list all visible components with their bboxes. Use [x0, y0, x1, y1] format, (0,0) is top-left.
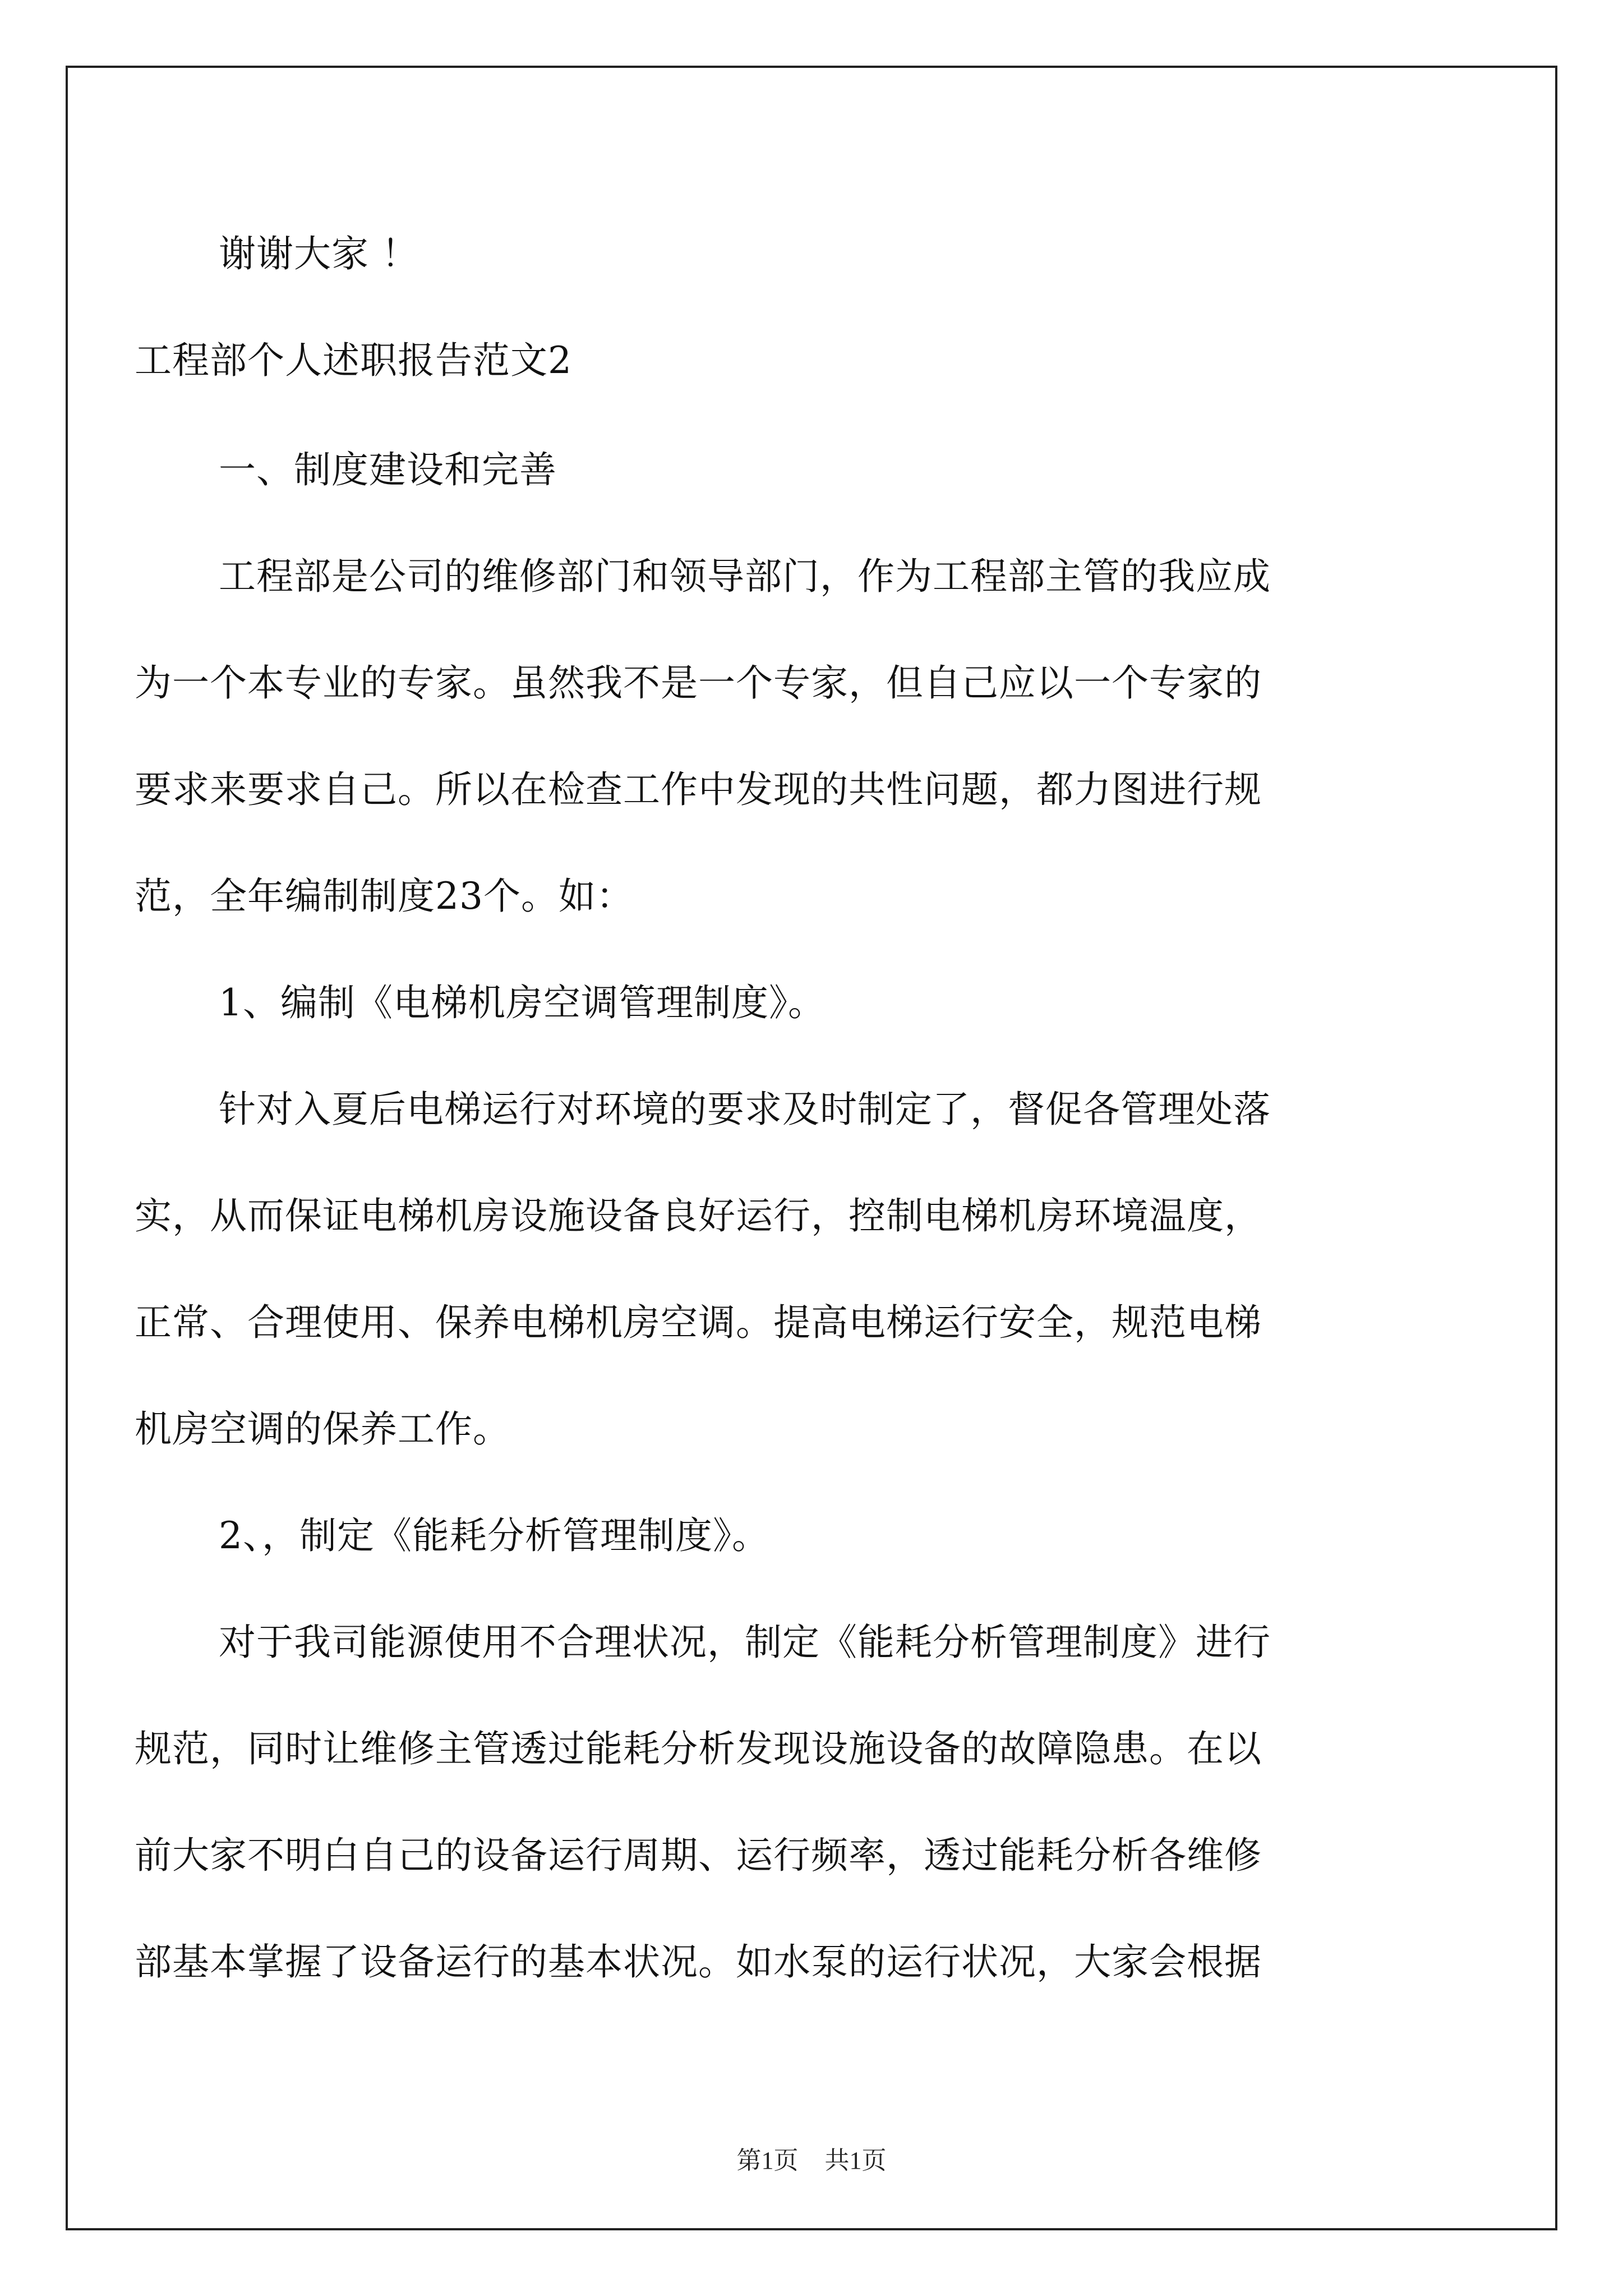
- paragraph-line: 实，从而保证电梯机房设施设备良好运行，控制电梯机房环境温度，: [135, 1194, 1262, 1237]
- paragraph-line: 正常、合理使用、保养电梯机房空调。提高电梯运行安全，规范电梯: [135, 1301, 1262, 1344]
- paragraph-line: 规范，同时让维修主管透过能耗分析发现设施设备的故障隐患。在以: [135, 1727, 1262, 1770]
- paragraph-line: 要求来要求自己。所以在检查工作中发现的共性问题，都力图进行规: [135, 768, 1262, 811]
- paragraph-line: 前大家不明白自己的设备运行周期、运行频率，透过能耗分析各维修: [135, 1834, 1262, 1877]
- paragraph-line: 工程部是公司的维修部门和领导部门，作为工程部主管的我应成: [219, 555, 1271, 598]
- page-footer: [0, 2140, 1623, 2176]
- closing-line: 谢谢大家 ！: [219, 232, 419, 275]
- paragraph-line: 范，全年编制制度23个。如：: [135, 875, 634, 918]
- paragraph-line: 为一个本专业的专家。虽然我不是一个专家，但自己应以一个专家的: [135, 661, 1262, 705]
- paragraph-line: 部基本掌握了设备运行的基本状况。如水泵的运行状况，大家会根据: [135, 1940, 1262, 1984]
- paragraph-line: 机房空调的保养工作。: [135, 1407, 510, 1451]
- document-title: 工程部个人述职报告范文2: [135, 339, 572, 382]
- page-number: 第1页: [736, 2147, 799, 2174]
- page-border: [66, 66, 1557, 2230]
- list-item-heading: 2、，制定《能耗分析管理制度》。: [219, 1514, 769, 1557]
- paragraph-line: 对于我司能源使用不合理状况，制定《能耗分析管理制度》进行: [219, 1621, 1271, 1664]
- list-item-heading: 1、编制《电梯机房空调管理制度》。: [219, 981, 826, 1024]
- section-heading: 一、制度建设和完善: [219, 448, 557, 491]
- paragraph-line: 针对入夏后电梯运行对环境的要求及时制定了，督促各管理处落: [219, 1088, 1271, 1131]
- page-total: 共1页: [824, 2147, 887, 2174]
